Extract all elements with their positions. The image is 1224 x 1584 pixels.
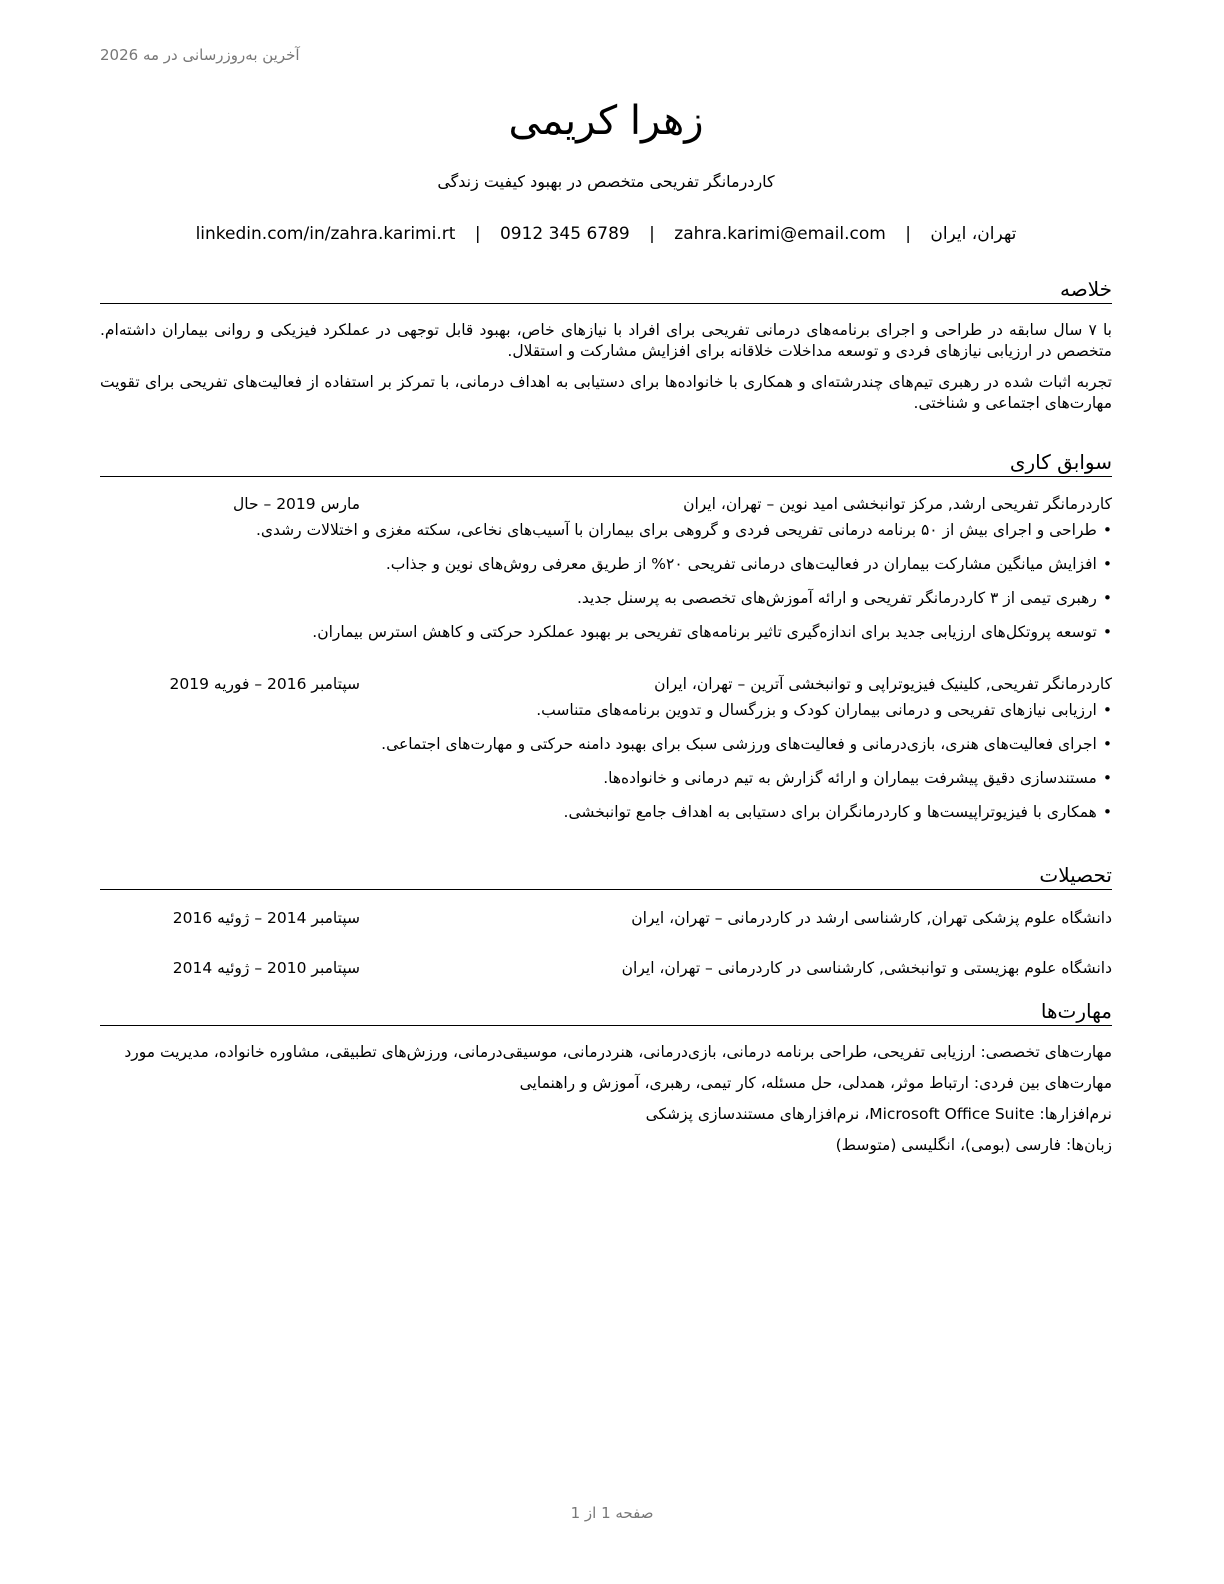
job-header xyxy=(100,672,1112,696)
skill-line: مهارت‌های تخصصی: ارزیابی تفریحی، طراحی برنامه درمانی، بازی‌درمانی، هنردرمانی، موسیقی‌درمانی، ورزش‌های تطبیقی، مشاوره خانواده، مدیریت مورد xyxy=(124,1043,1112,1061)
list-item: • طراحی و اجرای بیش از ۵۰ برنامه درمانی تفریحی فردی و گروهی برای بیماران با آسیب‌های نخاعی، سکته مغزی و اختلالات رشدی. xyxy=(100,513,1112,547)
list-item: • اجرای فعالیت‌های هنری، بازی‌درمانی و فعالیت‌های ورزشی سبک برای بهبود دامنه حرکتی و مهارت‌های اجتماعی. xyxy=(100,727,1112,761)
skills-section xyxy=(100,998,1112,1156)
skill-line: نرم‌افزارها: Microsoft Office Suite، نرم‌افزارهای مستندسازی پزشکی xyxy=(645,1105,1112,1123)
list-item: • ارزیابی نیازهای تفریحی و درمانی بیماران کودک و بزرگسال و تدوین برنامه‌های متناسب. xyxy=(100,693,1112,727)
education-heading: دانشگاه علوم پزشکی تهران, کارشناسی ارشد در کاردرمانی – تهران، ایران xyxy=(631,909,1112,927)
contact-phone[interactable]: 0912 345 6789 xyxy=(499,224,630,244)
contact-location: تهران، ایران xyxy=(930,224,1017,244)
section-title: مهارت‌ها xyxy=(100,998,1112,1026)
last-updated: آخرین به‌روزرسانی در مه 2026 xyxy=(100,46,300,64)
summary-section xyxy=(100,276,1112,414)
list-item: • توسعه پروتکل‌های ارزیابی جدید برای اندازه‌گیری تاثیر برنامه‌های تفریحی بر بهبود عملکرد حرکتی و کاهش استرس بیماران. xyxy=(100,615,1112,649)
education-section xyxy=(100,862,1112,980)
job-heading: کاردرمانگر تفریحی ارشد, مرکز توانبخشی امید نوین – تهران، ایران xyxy=(683,495,1112,513)
section-title: سوابق کاری xyxy=(100,449,1112,477)
job-dates: مارس 2019 – حال xyxy=(233,495,360,513)
job-entry xyxy=(100,492,1112,649)
job-bullets xyxy=(100,513,1112,649)
list-item: • همکاری با فیزیوتراپیست‌ها و کاردرمانگران برای دستیابی به اهداف جامع توانبخشی. xyxy=(100,795,1112,829)
separator: | xyxy=(474,224,481,244)
separator: | xyxy=(905,224,911,244)
education-entry xyxy=(100,906,1112,930)
skill-line: مهارت‌های بین فردی: ارتباط موثر، همدلی، حل مسئله، کار تیمی، رهبری، آموزش و راهنمایی xyxy=(519,1074,1112,1092)
candidate-name: زهرا کریمی xyxy=(508,98,704,144)
page-number: صفحه 1 از 1 xyxy=(570,1504,654,1522)
job-entry xyxy=(100,672,1112,829)
job-header xyxy=(100,492,1112,516)
experience-section xyxy=(100,449,1112,829)
education-dates: سپتامبر 2014 – ژوئیه 2016 xyxy=(172,909,360,927)
section-title: خلاصه xyxy=(100,276,1112,304)
list-item: • مستندسازی دقیق پیشرفت بیماران و ارائه گزارش به تیم درمانی و خانواده‌ها. xyxy=(100,761,1112,795)
list-item: • افزایش میانگین مشارکت بیماران در فعالیت‌های درمانی تفریحی ۲۰% از طریق معرفی روش‌های نوین و جذاب. xyxy=(100,547,1112,581)
education-heading: دانشگاه علوم بهزیستی و توانبخشی, کارشناسی در کاردرمانی – تهران، ایران xyxy=(621,959,1112,977)
contact-email[interactable]: zahra.karimi@email.com xyxy=(674,224,886,244)
summary-paragraph: تجربه اثبات شده در رهبری تیم‌های چندرشته‌ای و همکاری با خانواده‌ها برای دستیابی به اهداف درمانی، با تمرکز بر استفاده از فعالیت‌های تفریحی برای تقویت مهارت‌های اجتماعی و شناختی. xyxy=(100,373,1112,412)
job-dates: سپتامبر 2016 – فوریه 2019 xyxy=(169,675,360,693)
contact-linkedin[interactable]: linkedin.com/in/zahra.karimi.rt xyxy=(195,224,456,244)
tagline: کاردرمانگر تفریحی متخصص در بهبود کیفیت زندگی xyxy=(437,172,775,191)
education-dates: سپتامبر 2010 – ژوئیه 2014 xyxy=(172,959,360,977)
job-bullets xyxy=(100,693,1112,829)
section-title: تحصیلات xyxy=(100,862,1112,890)
contact-line xyxy=(100,224,1112,244)
resume-page xyxy=(100,0,1112,1584)
summary-paragraph: با ۷ سال سابقه در طراحی و اجرای برنامه‌های درمانی تفریحی برای افراد با نیازهای خاص، بهبود قابل توجهی در عملکرد فیزیکی و روانی بیماران داشته‌ام. متخصص در ارزیابی نیازهای فردی و توسعه مداخلات خلاقانه برای افزایش مشارکت و استقلال. xyxy=(100,321,1112,360)
job-heading: کاردرمانگر تفریحی, کلینیک فیزیوتراپی و توانبخشی آترین – تهران، ایران xyxy=(654,675,1112,693)
education-entry xyxy=(100,956,1112,980)
separator: | xyxy=(649,224,655,244)
skill-line: زبان‌ها: فارسی (بومی)، انگلیسی (متوسط) xyxy=(835,1136,1112,1154)
list-item: • رهبری تیمی از ۳ کاردرمانگر تفریحی و ارائه آموزش‌های تخصصی به پرسنل جدید. xyxy=(100,581,1112,615)
